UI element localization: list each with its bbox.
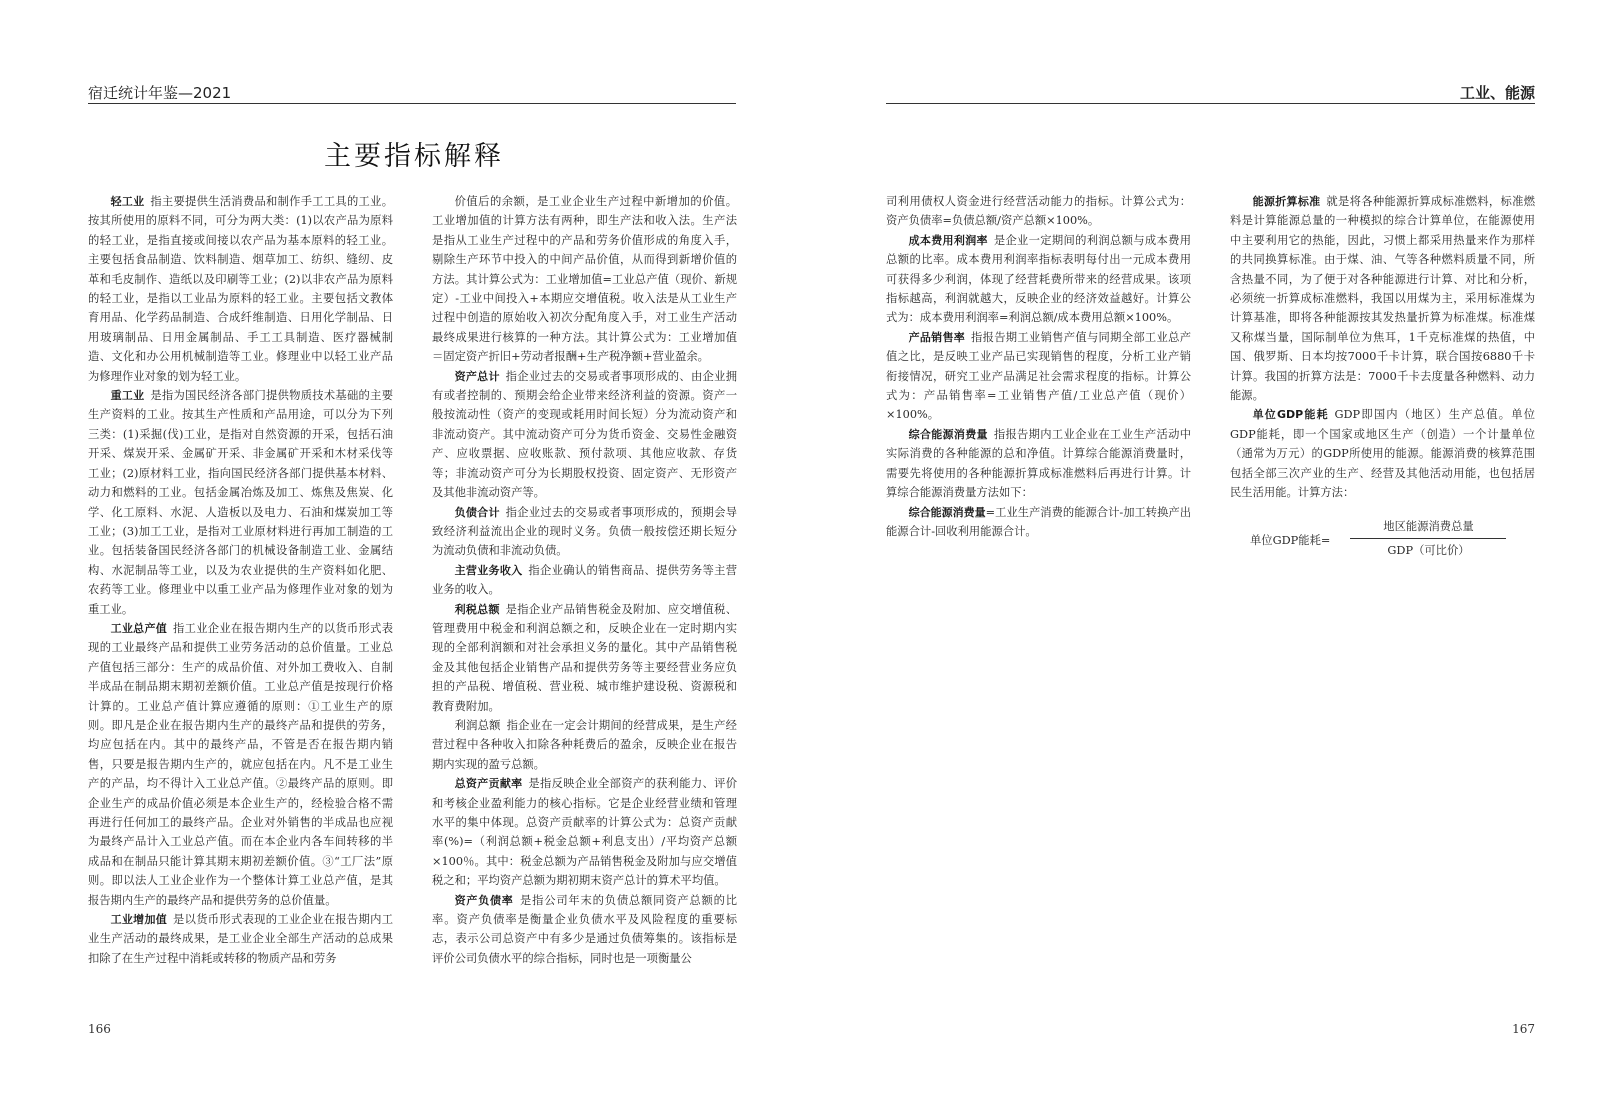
indicator-term: 工业增加值 (110, 913, 168, 927)
running-head-right: 工业、能源 (1459, 84, 1535, 102)
page-number-left: 166 (88, 1022, 111, 1036)
gdp-energy-formula (1230, 517, 1535, 561)
indicator-term: 资产总计 (454, 369, 500, 383)
indicator-paragraph (432, 774, 737, 890)
indicator-definition: 指工业企业在报告期内生产的以货币形式表现的工业最终产品和提供工业劳务活动的总价值量。工业总产值包括三部分：生产的成品价值、对外加工费收入、自制半成品在制品期末期初差额价值。工业总产值是按现行价格计算的。工业总产值计算应遵循的原则：①工业生产的原则。即凡是企业在报告期内生产的最终产品和提供的劳务，均应包括在内。其中的最终产品，不管是否在报告期内销售，只要是报告期内生产的，就应包括在内。凡不是工业生产的产品，均不得计入工业总产值。②最终产品的原则。即企业生产的成品价值必须是本企业生产的，经检验合格不需再进行任何加工的最终产品。企业对外销售的半成品也应视为最终产品计入工业总产值。而在本企业内各车间转移的半成品和在制品只能计算其期末期初差额价值。③“工厂法”原则。即以法人工业企业作为一个整体计算工业总产值，是其报告期内生产的最终产品和提供劳务的总价值量。 (88, 621, 393, 907)
indicator-term: 资产负债率 (454, 893, 514, 907)
header-rule-right (886, 103, 1535, 104)
indicator-definition: 价值后的余额，是工业企业生产过程中新增加的价值。工业增加值的计算方法有两种，即生产法和收入法。生产法是指从工业生产过程中的产品和劳务价值形成的角度入手，剔除生产环节中投入的中间产品价值，从而得到新增价值的方法。其计算公式为：工业增加值=工业总产值（现价、新规定）-工业中间投入+本期应交增值税。收入法是从工业生产过程中创造的原始收入初次分配角度入手，对工业生产活动最终成果进行核算的一种方法。其计算公式为：工业增加值＝固定资产折旧+劳动者报酬+生产税净额+营业盈余。 (432, 195, 737, 364)
indicator-term: 主营业务收入 (454, 563, 523, 577)
indicator-term: 成本费用利润率 (908, 233, 988, 247)
indicator-definition: 是以货币形式表现的工业企业在报告期内工业生产活动的最终成果，是工业企业全部生产活动的总成果扣除了在生产过程中消耗或转移的物质产品和劳务 (88, 913, 393, 965)
page-title: 主要指标解释 (324, 141, 504, 172)
indicator-definition: 就是将各种能源折算成标准燃料，标准燃料是计算能源总量的一种模拟的综合计算单位，在能源使用中主要利用它的热能，因此，习惯上都采用热量来作为那样的共同换算标准。由于煤、油、气等各种燃料质量不同，所含热量不同，为了便于对各种能源进行计算、对比和分析，必须统一折算成标准燃料，我国以用煤为主，采用标准煤为计算基准，即将各种能源按其发热量折算为标准煤。标准煤又称煤当量，国际制单位为焦耳，1千克标准煤的热值，中国、俄罗斯、日本均按7000千卡计算，联合国按6880千卡计算。我国的折算方法是：7000千卡去度量各种燃料、动力能源。 (1230, 195, 1535, 403)
column-2 (432, 192, 737, 968)
indicator-term: 能源折算标准 (1252, 195, 1321, 208)
indicator-definition: 指报告期内工业企业在工业生产活动中实际消费的各种能源的总和净值。计算综合能源消费量时，需要先将使用的各种能源折算成标准燃料后再进行计算。计算综合能源消费量方法如下： (886, 427, 1191, 500)
indicator-term: 轻工业 (110, 195, 145, 208)
indicator-definition: 指主要提供生活消费品和制作手工工具的工业。按其所使用的原料不同，可分为两大类：(1)以农产品为原料的轻工业，是指直接或间接以农产品为基本原料的轻工业。主要包括食品制造、饮料制造、烟草加工、纺织、缝纫、皮革和毛皮制作、造纸以及印刷等工业；(2)以非农产品为原料的轻工业，是指以工业品为原料的轻工业。主要包括文教体育用品、化学药品制造、合成纤维制造、日用化学制品、日用玻璃制品、日用金属制品、手工工具制造、医疗器械制造、文化和办公用机械制造等工业。修理业中以轻工业产品为修理作业对象的划为轻工业。 (88, 195, 393, 383)
indicator-paragraph (1230, 192, 1535, 405)
indicator-paragraph (886, 425, 1191, 503)
indicator-paragraph (432, 716, 737, 774)
indicator-definition: 指企业在一定会计期间的经营成果，是生产经营过程中各种收入扣除各种耗费后的盈余，反映企业在报告期内实现的盈亏总额。 (432, 718, 737, 771)
indicator-paragraph (432, 367, 737, 503)
indicator-paragraph (432, 561, 737, 600)
right-page (800, 0, 1609, 1099)
indicator-definition: 指企业确认的销售商品、提供劳务等主营业务的收入。 (432, 563, 737, 597)
indicator-paragraph (886, 231, 1191, 328)
indicator-definition: 是指公司年末的负债总额同资产总额的比率。资产负债率是衡量企业负债水平及风险程度的重要标志，表示公司总资产中有多少是通过负债筹集的。该指标是评价公司负债水平的综合指标，同时也是一项衡量公 (432, 893, 737, 965)
column-1 (88, 192, 393, 968)
indicator-term: 总资产贡献率 (454, 777, 523, 791)
indicator-paragraph (88, 910, 393, 968)
indicator-paragraph (432, 192, 737, 367)
formula-lhs: 单位GDP能耗= (1250, 533, 1331, 547)
indicator-paragraph (886, 503, 1191, 542)
indicator-definition: 是企业一定期间的利润总额与成本费用总额的比率。成本费用利润率指标表明每付出一元成本费用可获得多少利润，体现了经营耗费所带来的经营成果。该项指标越高，利润就越大，反映企业的经济效益越好。计算公式为：成本费用利润率=利润总额/成本费用总额×100%。 (886, 233, 1191, 325)
indicator-definition: 是指反映企业全部资产的获利能力、评价和考核企业盈利能力的核心指标。它是企业经营业绩和管理水平的集中体现。总资产贡献率的计算公式为：总资产贡献率(%)=（利润总额+税金总额+利息支出）/平均资产总额×100％。其中：税金总额为产品销售税金及附加与应交增值税之和；平均资产总额为期初期末资产总计的算术平均值。 (432, 777, 737, 888)
running-head-left: 宿迁统计年鉴—2021 (88, 84, 232, 102)
indicator-paragraph (88, 386, 393, 619)
indicator-term: 工业总产值 (110, 621, 168, 635)
left-page (0, 0, 800, 1099)
indicator-definition: GDP即国内（地区）生产总值。单位GDP能耗，即一个国家或地区生产（创造）一个计量单位（通常为万元）的GDP所使用的能源。能源消费的核算范围包括全部三次产业的生产、经营及其他活动用能，也包括居民生活用能。计算方法： (1230, 408, 1535, 500)
indicator-term: 产品销售率 (908, 330, 966, 344)
indicator-paragraph (88, 192, 393, 386)
indicator-paragraph (432, 503, 737, 561)
indicator-term: 利税总额 (454, 602, 500, 616)
column-3 (886, 192, 1191, 541)
indicator-definition: 司利用债权人资金进行经营活动能力的指标。计算公式为：资产负债率=负债总额/资产总额×100%。 (886, 195, 1191, 228)
indicator-definition: 指企业过去的交易或者事项形成的、由企业拥有或者控制的、预期会给企业带来经济利益的资源。资产一般按流动性（资产的变现或耗用时间长短）分为流动资产和非流动资产。其中流动资产可分为货币资金、交易性金融资产、应收票据、应收账款、预付款项、其他应收款、存货等；非流动资产可分为长期股权投资、固定资产、无形资产及其他非流动资产等。 (432, 369, 737, 500)
column-4 (1230, 192, 1535, 561)
formula-numerator: 地区能源消费总量 (1383, 519, 1474, 533)
formula-denominator: GDP（可比价） (1387, 543, 1470, 557)
indicator-paragraph (432, 891, 737, 969)
indicator-definition: 指企业过去的交易或者事项形成的，预期会导致经济利益流出企业的现时义务。负债一般按偿还期长短分为流动负债和非流动负债。 (432, 505, 737, 558)
indicator-definition: =工业生产消费的能源合计-加工转换产出能源合计-回收利用能源合计。 (886, 505, 1192, 538)
indicator-term: 单位GDP能耗 (1252, 408, 1329, 422)
indicator-paragraph (886, 328, 1191, 425)
indicator-term: 重工业 (110, 389, 145, 403)
header-rule-left (88, 103, 736, 104)
indicator-definition: 是指企业产品销售税金及附加、应交增值税、管理费用中税金和利润总额之和，反映企业在一定时期内实现的全部利润额和对社会承担义务的量化。其中产品销售税金及其他包括企业销售产品和提供劳务等主要经营业务应负担的产品税、增值税、营业税、城市维护建设税、资源税和教育费附加。 (432, 602, 737, 713)
indicator-paragraph (432, 600, 737, 716)
indicator-paragraph (88, 619, 393, 910)
indicator-term: 综合能源消费量 (908, 505, 986, 519)
indicator-term: 综合能源消费量 (908, 427, 988, 441)
indicator-definition: 指报告期工业销售产值与同期全部工业总产值之比，是反映工业产品已实现销售的程度，分析工业产销衔接情况，研究工业产品满足社会需求程度的指标。计算公式为：产品销售率=工业销售产值/工业总产值（现价）×100%。 (886, 330, 1191, 422)
page-number-right: 167 (1512, 1022, 1535, 1036)
indicator-term: 利润总额 (454, 718, 501, 732)
indicator-paragraph (886, 192, 1191, 231)
formula-fraction-bar (1350, 538, 1506, 539)
indicator-definition: 是指为国民经济各部门提供物质技术基础的主要生产资料的工业。按其生产性质和产品用途，可以分为下列三类：(1)采掘(伐)工业，是指对自然资源的开采，包括石油开采、煤炭开采、金属矿开采、非金属矿开采和木材采伐等工业；(2)原材料工业，指向国民经济各部门提供基本材料、动力和燃料的工业。包括金属冶炼及加工、炼焦及焦炭、化学、化工原料、水泥、人造板以及电力、石油和煤炭加工等工业；(3)加工工业，是指对工业原材料进行再加工制造的工业。包括装备国民经济各部门的机械设备制造工业、金属结构、水泥制品等工业，以及为农业提供的生产资料如化肥、农药等工业。修理业中以重工业产品为修理作业对象的划为重工业。 (88, 389, 393, 616)
indicator-term: 负债合计 (454, 505, 500, 519)
indicator-paragraph (1230, 405, 1535, 502)
